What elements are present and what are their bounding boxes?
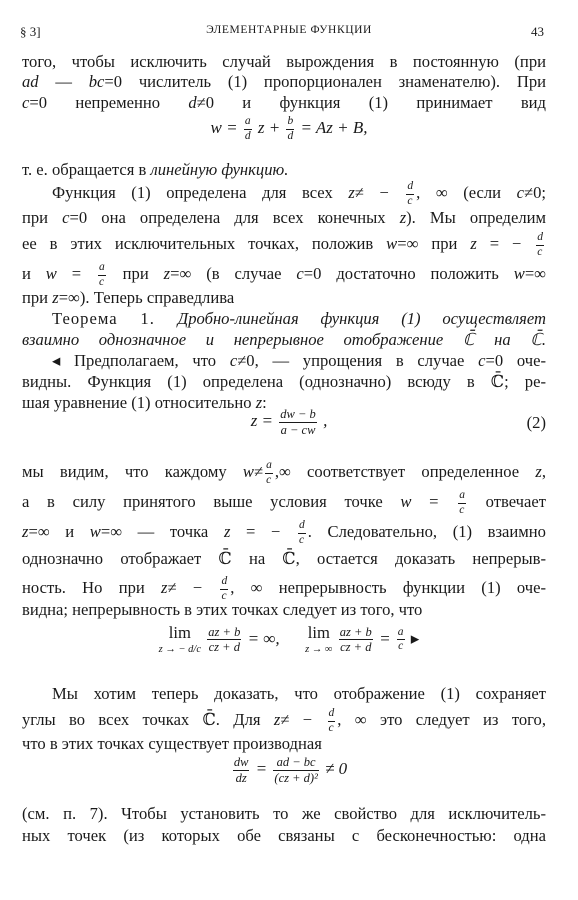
text-line: шая уравнение (1) относительно z: [22, 393, 267, 412]
theorem-line: Теорема 1. Дробно-линейная функция (1) осуществляет [52, 309, 546, 328]
text-line: однозначно отображает ℂ̄ на ℂ̄, остается доказать непрерыв- [22, 549, 546, 568]
text-line: углы во всех точках ℂ̄. Для z≠ − $\frac{d}{c}$ , ∞ это следует из того, [22, 707, 546, 734]
page-number: 43 [531, 24, 544, 39]
equation-derivative: $\frac{dw}{dz}$ = $\frac{ad - bc}{\text{(cz + d)²}}$ ≠ 0 [233, 755, 348, 785]
text-line: видны. Функция (1) определена (однозначно) всюду в ℂ̄; ре- [22, 372, 546, 391]
equation-number: (2) [526, 413, 546, 432]
theorem-line: взаимно однозначное и непрерывное отображение ℂ̄ на ℂ̄. [22, 330, 546, 349]
text-line: ◂ Предполагаем, что c≠0, — упрощения в случае c=0 оче- [52, 351, 546, 370]
equation-limits: lim z → − d/c $\frac{az + b}{cz + d}$ = ∞, lim z → ∞ $\frac{az + b}{cz + d}$ = $\frac{a}{c}$ ▸ [158, 623, 420, 656]
text-line: ее в этих исключительных точках, положив w=∞ при z = − $\frac{d}{c}$ [22, 231, 543, 258]
text-line: т. е. обращается в линейную функцию. [22, 160, 289, 179]
equation-inverse: z = $\frac{dw - b}{a - cw}$ , [250, 407, 328, 437]
text-line: Функция (1) определена для всех z≠ − $\frac{d}{c}$ , ∞ (если c≠0; [52, 180, 546, 207]
running-title: ЭЛЕМЕНТАРНЫЕ ФУНКЦИИ [206, 24, 372, 36]
text-line: ных точек (из которых обе связаны с бесконечностью: одна [22, 826, 546, 845]
text-line: видна; непрерывность в этих точках следует из того, что [22, 600, 423, 619]
section-marker: § 3] [20, 24, 41, 39]
text-line: z=∞ и w=∞ — точка z = − $\frac{d}{c}$ . Следовательно, (1) взаимно [22, 519, 546, 546]
text-line: Мы хотим теперь доказать, что отображение (1) сохраняет [52, 684, 546, 703]
limit-operator: lim z → − d/c [158, 623, 202, 656]
text-line: c=0 непременно d≠0 и функция (1) принимает вид [22, 93, 546, 112]
text-line: того, чтобы исключить случай вырождения в постоянную (при [22, 52, 546, 71]
text-line: мы видим, что каждому w≠ $\frac{a}{c}$ ,∞ соответствует определенное z, [22, 459, 546, 486]
text-line: и w = $\frac{a}{c}$ при z=∞ (в случае c=0 достаточно положить w=∞ [22, 261, 547, 288]
text-line: (см. п. 7). Чтобы установить то же свойство для исключитель- [22, 804, 546, 823]
text-line: а в силу принятого выше условия точке w = $\frac{a}{c}$ отвечает [22, 489, 547, 516]
limit-operator: lim z → ∞ [305, 623, 333, 656]
text-line: ad — bc=0 числитель (1) пропорционален знаменателю). При [22, 72, 547, 91]
text-line: ность. Но при z≠ − $\frac{d}{c}$ , ∞ непрерывность функции (1) оче- [22, 575, 546, 602]
text-line: при z=∞). Теперь справедлива [22, 288, 235, 307]
text-line: что в этих точках существует производная [22, 734, 322, 753]
equation-linear: w = $\frac{a}{d}$ z + $\frac{b}{d}$ = Az + B, [210, 115, 368, 142]
text-line: при c=0 она определена для всех конечных z). Мы определим [22, 208, 546, 227]
